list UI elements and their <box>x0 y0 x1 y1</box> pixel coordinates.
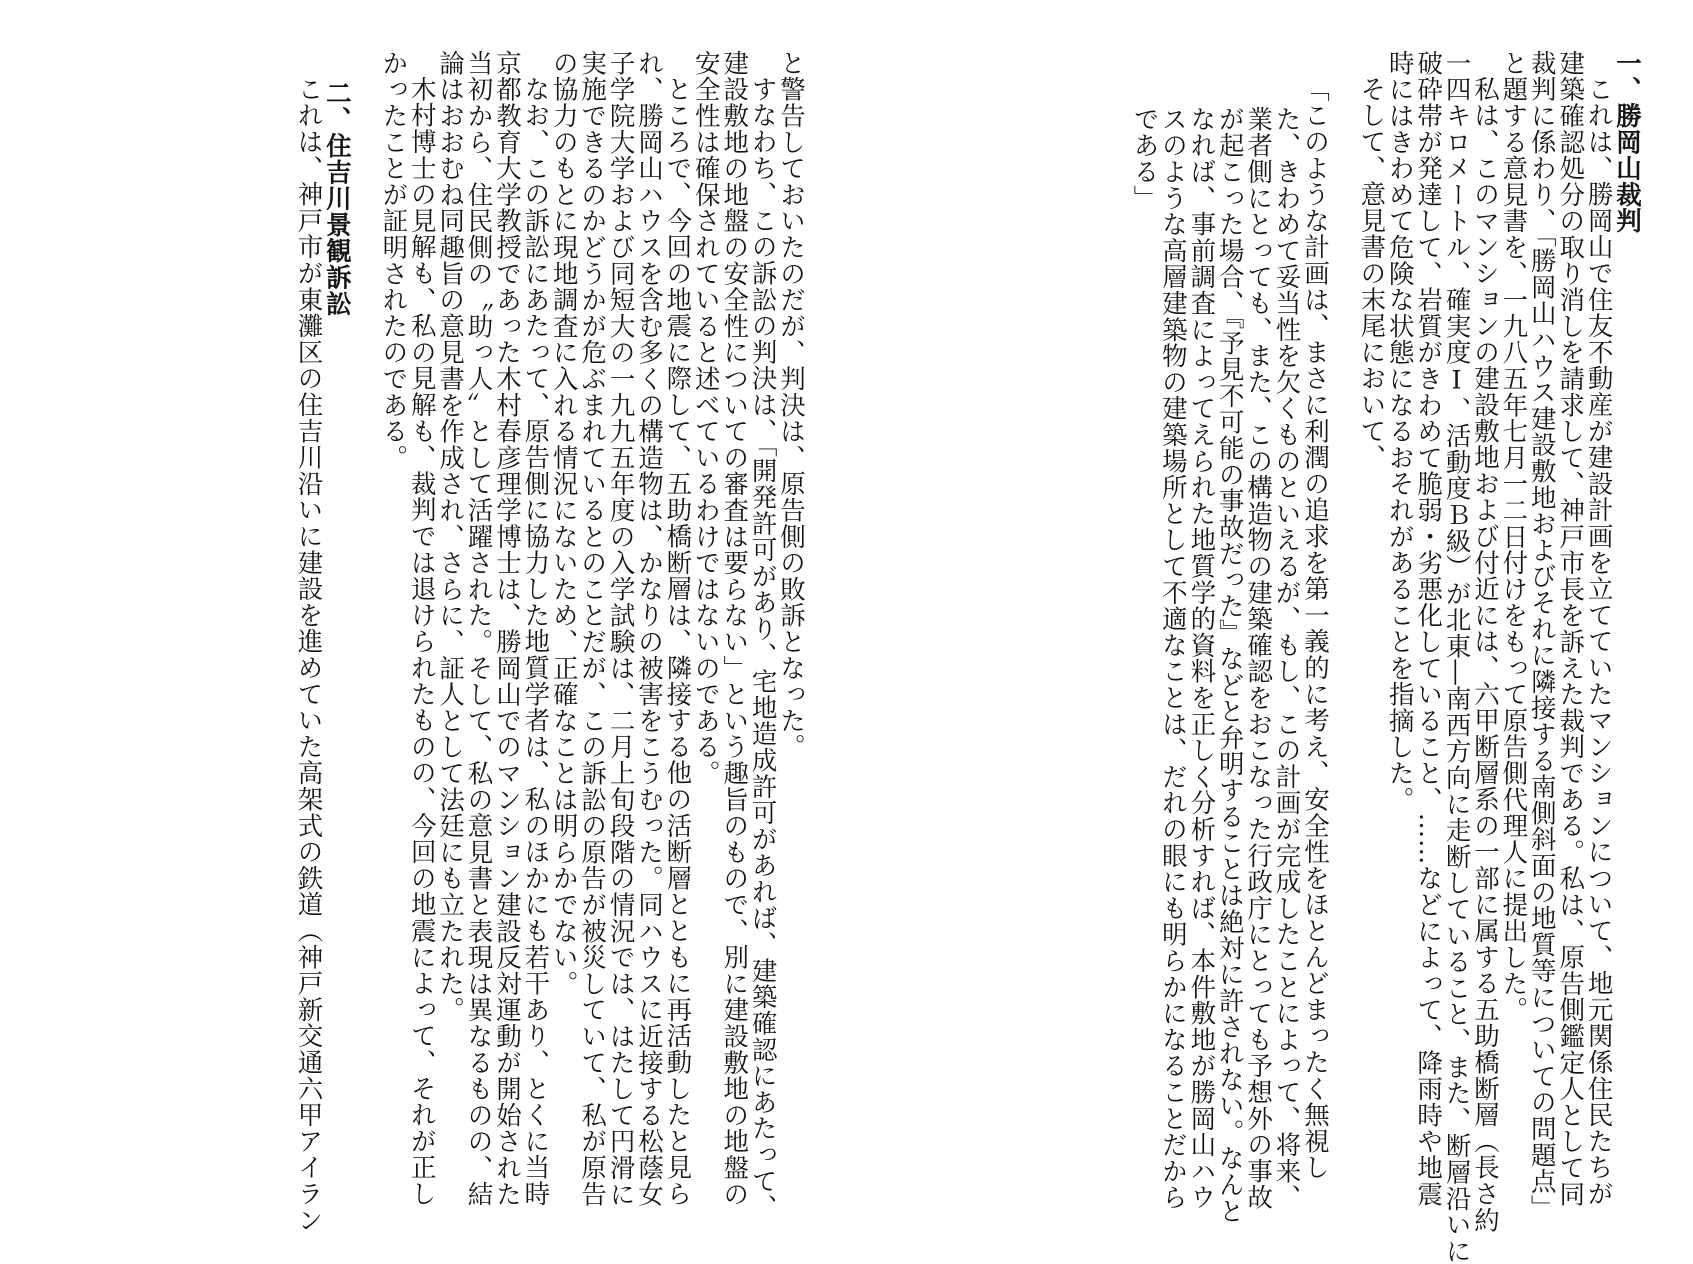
paragraph-1-line-4: と題する意見書を、一九八五年七月一二日付けをもって原告側代理人に提出した。 <box>1498 50 1529 1024</box>
paragraph-6-line-1: ところで、今回の地震に際して、五助橋断層は、隣接する他の活断層とともに再活動したと見ら <box>662 75 693 1207</box>
section-1-heading: 一、勝岡山裁判 <box>1612 50 1642 235</box>
paragraph-7-line-4: 論はおおむね同趣旨の意見書を作成され、さらに、証人として法廷にも立たれた。 <box>435 50 466 1024</box>
paragraph-1-line-2: 建築確認処分の取り消しを請求して、神戸市長を訴えた裁判である。私は、原告側鑑定人として同 <box>1555 50 1586 1208</box>
paragraph-6-line-2: れ、勝岡山ハウスを含む多くの構造物は、かなりの被害をこうむった。同ハウスに近接する松蔭女 <box>633 50 664 1208</box>
paragraph-9-line-1: これは、神戸市が東灘区の住吉川沿いに建設を進めていた高架式の鉄道（神戸新交通六甲アイラン <box>293 75 324 1233</box>
paragraph-6-line-3: 子学院大学および同短大の一九九五年度の入学試験は、二月上旬段階の情況では、はたして円滑に <box>605 50 636 1208</box>
quote-line-1: 「このような計画は、まさに利潤の追求を第一義的に考え、安全性をほとんどまったく無視し <box>1299 76 1330 1181</box>
paragraph-7-line-3: 当初から、住民側の〝助っ人〟として活躍された。そして、私の意見書と表現は異なるものの、結 <box>463 50 494 1208</box>
paragraph-1-line-3: 裁判に係わり、「勝岡山ハウス建設敷地およびそれに隣接する南側斜面の地質等についての問題点」 <box>1526 50 1557 1221</box>
quote-line-3: 業者側にとっても、また、この構造物の建築確認をおこなった行政庁にとっても予想外の事故 <box>1243 106 1274 1211</box>
paragraph-8-line-1: 木村博士の見解も、私の見解も、裁判では退けられたものの、今回の地震によって、それが正し <box>406 75 437 1207</box>
quote-line-4: が起こった場合、『予見不可能の事故だった』などと弁明することは絶対に許されない。なんと <box>1214 106 1245 1225</box>
paragraph-5-line-1: すなわち、この訴訟の判決は、「開発許可があり、宅地造成許可があれば、建築確認にあたって、 <box>747 75 778 1220</box>
paragraph-2-line-1: 私は、このマンションの建設敷地および付近には、六甲断層系の一部に属する五助橋断層（長さ約 <box>1469 75 1500 1233</box>
lower-text-block <box>294 50 805 1233</box>
paragraph-7-line-2: 京都教育大学教授であった木村春彦理学博士は、勝岡山でのマンション建設反対運動が開始された <box>491 50 522 1208</box>
quote-line-6: スのような高層建築物の建築場所として不適なことは、だれの眼にも明らかになることだから <box>1157 106 1188 1211</box>
quote-line-2: た、きわめて妥当性を欠くものといえるが、もし、この計画が完成したことによって、将来、 <box>1271 106 1302 1211</box>
paragraph-6-line-5: の協力のもとに現地調査に入れる情況にないため、正確なことは明らかでない。 <box>548 50 579 997</box>
paragraph-2-line-4: 時にはきわめて危険な状態になるおそれがあることを指摘した。 <box>1384 50 1415 813</box>
paragraph-6-line-4: 実施できるのかどうかが危ぶまれているとのことだが、この訴訟の原告が被災していて、私が原告 <box>577 50 608 1208</box>
paragraph-5-line-3: 安全性は確保されていると述べているわけではないのである。 <box>690 50 721 787</box>
quote-line-5: なれば、事前調査によってえられた地質学的資料を正しく分析すれば、本件敷地が勝岡山ハウ <box>1186 106 1217 1211</box>
paragraph-2-line-2: 一四キロメートル、確実度Ⅰ、活動度Ｂ級）が北東―南西方向に走断していること、また、断層沿いに <box>1441 50 1472 1264</box>
quote-line-7: である」 <box>1129 106 1160 212</box>
paragraph-5-line-2: 建設敷地の地盤の安全性についての審査は要らない」という趣旨のもので、別に建設敷地の地盤の <box>719 50 750 1208</box>
paragraph-8-line-2: かったことが証明されたのである。 <box>378 50 409 471</box>
paragraph-1-line-1: これは、勝岡山で住友不動産が建設計画を立てていたマンションについて、地元関係住民たちが <box>1583 75 1614 1207</box>
upper-text-block <box>1130 50 1641 1264</box>
paragraph-7-line-1: なお、この訴訟にあたって、原告側に協力した地質学者は、私のほかにも若干あり、とくに当時 <box>520 75 551 1207</box>
paragraph-2-line-3: 破砕帯が発達して、岩質がきわめて脆弱・劣悪化していること、……などによって、降雨時や地震 <box>1413 50 1444 1208</box>
paragraph-4-line-1: と警告しておいたのだが、判決は、原告側の敗訴となった。 <box>776 50 806 761</box>
paragraph-3-line-1: そして、意見書の末尾において、 <box>1356 75 1387 470</box>
section-2-heading: 二、住吉川景観訴訟 <box>321 80 352 317</box>
